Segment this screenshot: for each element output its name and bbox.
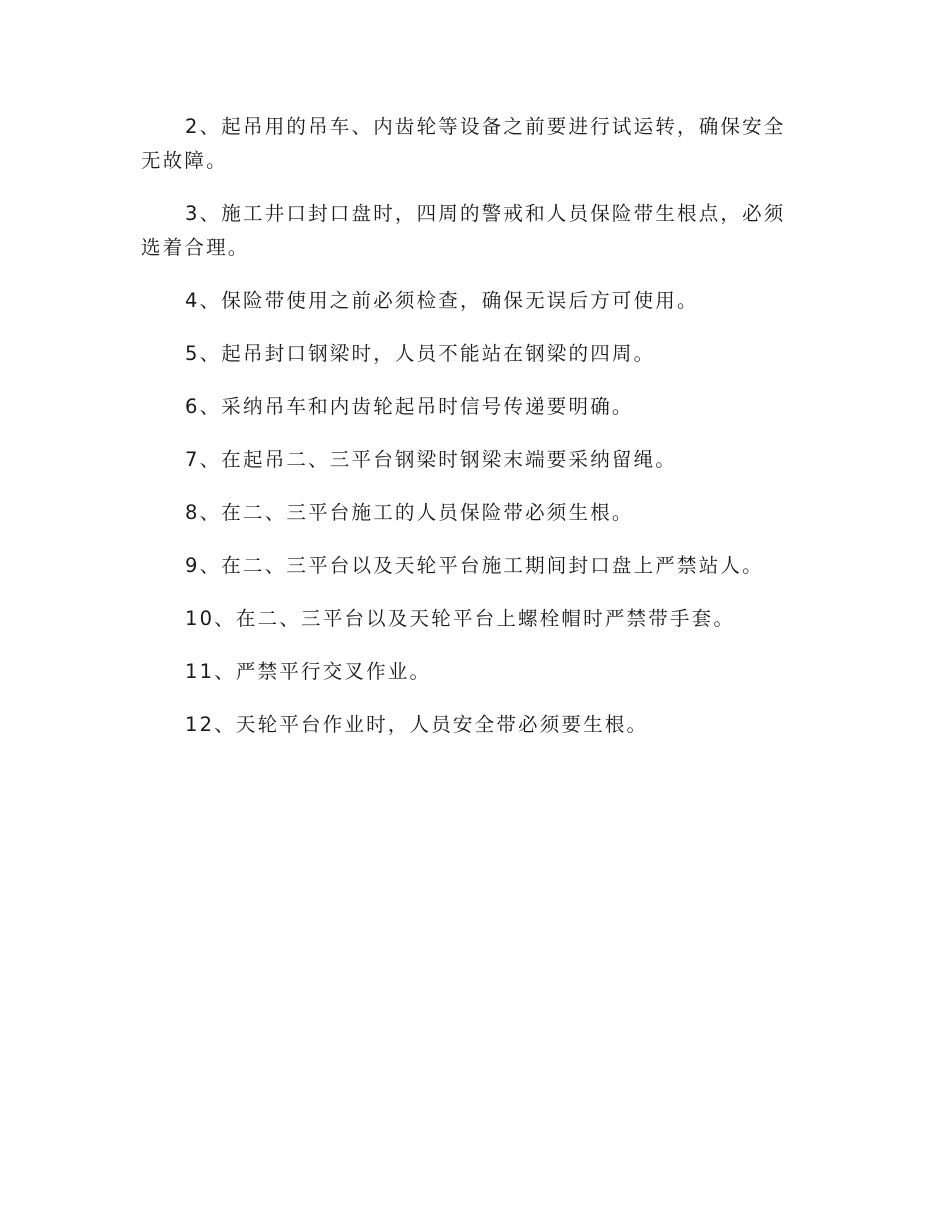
safety-item-2: 2、起吊用的吊车、内齿轮等设备之前要进行试运转，确保安全无故障。 bbox=[141, 115, 786, 172]
safety-item-8: 8、在二、三平台施工的人员保险带必须生根。 bbox=[185, 501, 634, 524]
safety-item-4: 4、保险带使用之前必须检查，确保无误后方可使用。 bbox=[185, 289, 699, 312]
safety-item-5: 5、起吊封口钢梁时，人员不能站在钢梁的四周。 bbox=[185, 342, 656, 365]
safety-item-10: 10、在二、三平台以及天轮平台上螺栓帽时严禁带手套。 bbox=[185, 607, 736, 630]
safety-item-6: 6、采纳吊车和内齿轮起吊时信号传递要明确。 bbox=[185, 395, 634, 418]
safety-item-11: 11、严禁平行交叉作业。 bbox=[185, 660, 432, 683]
safety-item-7: 7、在起吊二、三平台钢梁时钢梁末端要采纳留绳。 bbox=[185, 448, 678, 471]
document-body bbox=[141, 110, 807, 742]
safety-item-12: 12、天轮平台作业时，人员安全带必须要生根。 bbox=[185, 713, 649, 736]
safety-item-3: 3、施工井口封口盘时，四周的警戒和人员保险带生根点，必须选着合理。 bbox=[141, 202, 786, 259]
safety-item-9: 9、在二、三平台以及天轮平台施工期间封口盘上严禁站人。 bbox=[185, 554, 764, 577]
